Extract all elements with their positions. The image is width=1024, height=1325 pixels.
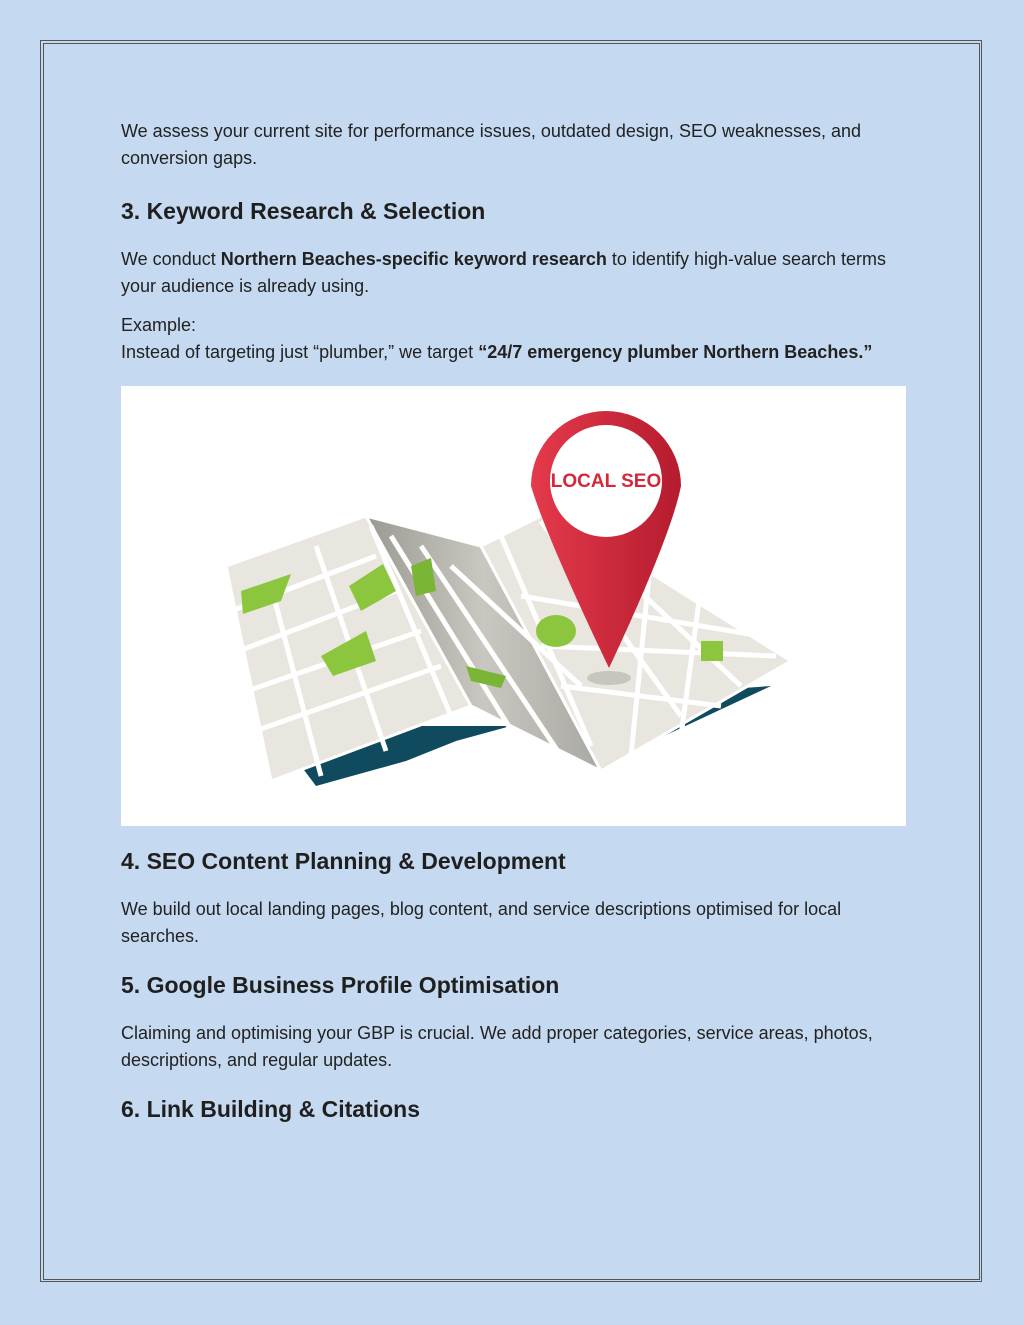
section-3-heading: 3. Keyword Research & Selection: [121, 198, 486, 224]
section-5-paragraph: Claiming and optimising your GBP is crucial. We add proper categories, service areas, photos, descriptions, and regular updates.: [121, 1023, 873, 1070]
document-body: [121, 118, 911, 1124]
section-3-paragraph: [121, 246, 911, 300]
example-paragraph: [121, 339, 911, 366]
local-seo-map-image: [121, 386, 906, 826]
example-label: Example:: [121, 315, 197, 335]
example-text-start: Instead of targeting just “plumber,” we target: [121, 342, 479, 362]
pin-shadow: [587, 671, 631, 685]
example-bold-phrase: “24/7 emergency plumber Northern Beaches.”: [478, 342, 873, 362]
section-5-heading: 5. Google Business Profile Optimisation: [121, 972, 560, 998]
section-6-heading: 6. Link Building & Citations: [121, 1096, 420, 1122]
section-4-paragraph: We build out local landing pages, blog content, and service descriptions optimised for local searches.: [121, 899, 842, 946]
section-4-heading: 4. SEO Content Planning & Development: [121, 848, 566, 874]
section-3-text-end: to identify high-value search terms your audience is already using.: [121, 249, 887, 296]
section-3-text-start: We conduct: [121, 249, 221, 269]
park-7: [536, 615, 576, 647]
local-seo-map-illustration: [121, 386, 906, 826]
intro-paragraph: We assess your current site for performance issues, outdated design, SEO weaknesses, and conversion gaps.: [121, 121, 862, 168]
park-6: [701, 641, 723, 661]
pin-label: LOCAL SEO: [550, 471, 662, 492]
section-3-bold-phrase: Northern Beaches-specific keyword research: [220, 249, 607, 269]
